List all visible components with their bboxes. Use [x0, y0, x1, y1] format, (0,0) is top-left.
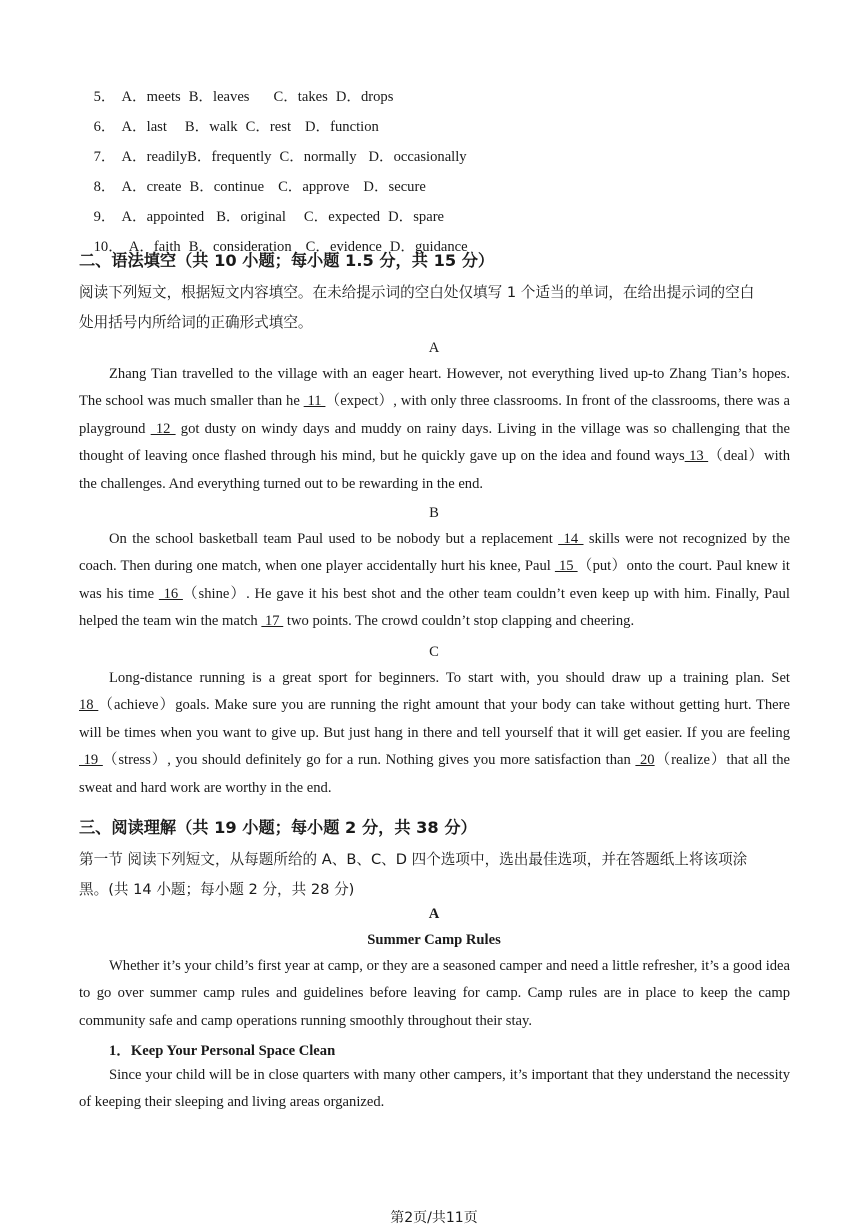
question-number: 6． — [93, 119, 116, 135]
option: D．spare — [388, 209, 445, 225]
option: C．takes — [273, 89, 328, 105]
blank-13: 13 — [684, 448, 709, 465]
option: D．guidance — [389, 239, 468, 255]
option: A．last — [121, 119, 167, 135]
passage-label: C — [429, 644, 439, 660]
option: A．readily — [121, 149, 188, 165]
blank-15: 15 — [554, 558, 578, 575]
passage-paragraph: Since your child will be in close quarters with many other campers, it’s important that they understand the necessity of keeping their sleeping and living areas organized. — [79, 1067, 790, 1111]
option: D．drops — [335, 89, 394, 105]
blank-14: 14 — [558, 531, 584, 547]
question-number: 7． — [93, 149, 116, 165]
option: B．walk — [184, 119, 238, 135]
option: A．appointed — [121, 209, 205, 225]
section-heading-reading: 三、阅读理解（共 19 小题；每小题 2 分，共 38 分） — [79, 818, 477, 837]
option: D．occasionally — [368, 149, 467, 165]
section-heading-grammar: 二、语法填空（共 10 小题；每小题 1.5 分，共 15 分） — [79, 251, 495, 270]
question-number: 10． — [93, 239, 123, 255]
passage-paragraph: Whether it’s your child’s first year at camp, or they are a seasoned camper and need a little refresher, it’s a good idea to go over summer camp rules and guidelines before leaving for camp. Camp rules are in place to keep the camp community safe and camp operations running smoothly throughout their stay. — [79, 958, 790, 1029]
option: D．function — [305, 119, 379, 135]
page-number: 第2页/共11页 — [390, 1210, 478, 1226]
passage-label: B — [429, 505, 439, 521]
blank-20: 20 — [635, 752, 655, 769]
instruction-text: 阅读下列短文，根据短文内容填空。在未给提示词的空白处仅填写 1 个适当的单词，在给出提示词的空白 — [79, 284, 755, 301]
option: C．expected — [303, 209, 381, 225]
option: C．approve — [278, 179, 350, 195]
option: B．continue — [189, 179, 265, 195]
option: A．meets — [121, 89, 181, 105]
blank-19: 19 — [79, 752, 103, 769]
subheading: 1．Keep Your Personal Space Clean — [109, 1043, 336, 1059]
passage-title: Summer Camp Rules — [367, 932, 501, 948]
blank-17: 17 — [261, 613, 284, 630]
option: C．normally — [279, 149, 357, 165]
option: B．leaves — [188, 89, 250, 105]
instruction-text: 黑。(共 14 小题；每小题 2 分，共 28 分) — [79, 881, 355, 898]
instruction-text: 处用括号内所给词的正确形式填空。 — [79, 314, 313, 331]
option: D．secure — [363, 179, 426, 195]
passage-label: A — [428, 906, 440, 922]
option: A．faith — [128, 239, 181, 255]
passage-label: A — [428, 340, 440, 356]
passage-a-text: Zhang Tian travelled to the village with an eager heart. However, not everything lived up-to Zhang Tian’s hopes. The school was much smaller than he 11 （expect）, with only three classrooms. In front of the classrooms, there was a playground 12 got dusty on windy days and muddy on rainy days. Living in the village was so challenging that the thought of leaving once flashed through his mind, but he quickly gave up on the idea and found ways 13 （deal）with the challenges. And everything turned out to be rewarding in the end. — [79, 366, 790, 492]
blank-12: 12 — [150, 420, 176, 437]
instruction-text: 第一节 阅读下列短文，从每题所给的 A、B、C、D 四个选项中，选出最佳选项，并在答题纸上将该项涂 — [79, 851, 748, 868]
blank-18: 18 — [79, 697, 99, 714]
question-number: 8． — [93, 179, 116, 195]
blank-11: 11 — [303, 393, 326, 410]
option: B．original — [216, 209, 286, 225]
passage-b-text: On the school basketball team Paul used to be nobody but a replacement 14 skills were not recognized by the coach. Then during one match, when one player accidentally hurt his knee, Paul 15 （put）onto the court. Paul knew it was his time 16 （shine）. He gave it his best shot and the other team couldn’t even keep up with him. Finally, Paul helped the team win the match 17 two points. The crowd couldn’t stop clapping and cheering. — [79, 531, 790, 630]
blank-16: 16 — [158, 585, 183, 602]
passage-c-text: Long-distance running is a great sport for beginners. To start with, you should draw up a training plan. Set 18 （achieve）goals. Make sure you are running the right amount that your body can take without getting hurt. There will be times when you want to give up. But just hang in there and tell yourself that it will get easier. If you are feeling 19 （stress）, you should definitely go for a run. Nothing gives you more satisfaction than 20（realize）that all the sweat and hard work are worthy in the end. — [79, 670, 790, 796]
option: C．rest — [245, 119, 292, 135]
option: C．evidence — [305, 239, 382, 255]
option: A．create — [121, 179, 182, 195]
question-number: 5． — [93, 89, 116, 105]
question-number: 9． — [93, 209, 116, 225]
option: B．frequently — [187, 149, 272, 165]
option: B．consideration — [188, 239, 292, 255]
